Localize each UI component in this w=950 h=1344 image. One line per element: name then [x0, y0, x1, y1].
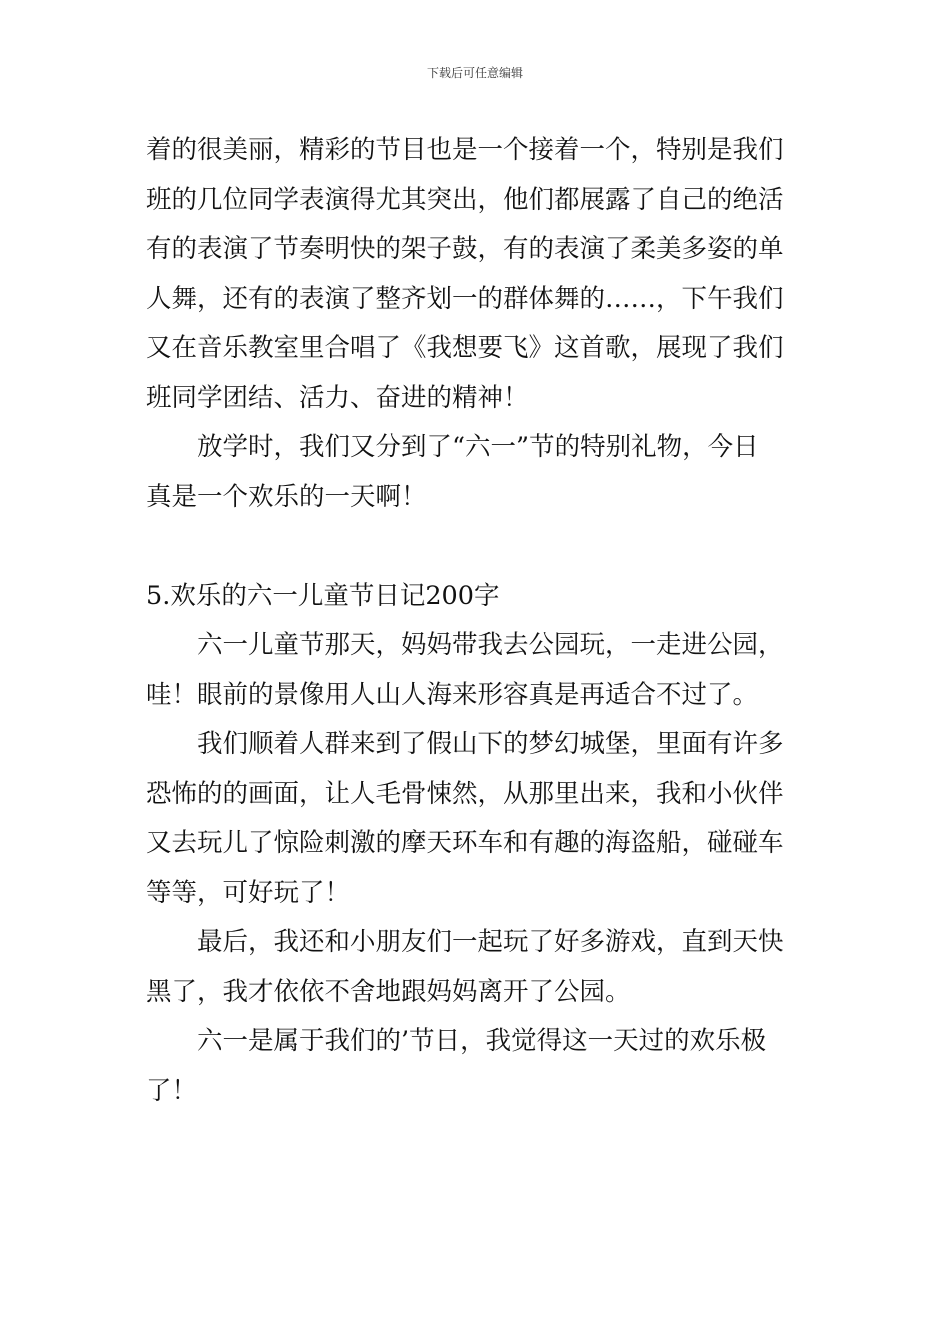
text-line: 最后，我还和小朋友们一起玩了好多游戏，直到天快	[146, 927, 784, 957]
text-line: 又去玩儿了惊险刺激的摩天环车和有趣的海盗船，碰碰车	[146, 828, 784, 858]
text-line: 班的几位同学表演得尤其突出，他们都展露了自己的绝活	[146, 184, 784, 215]
page-header: 下载后可任意编辑	[426, 66, 523, 80]
text-line: 黑了，我才依依不舍地跟妈妈离开了公园。	[146, 976, 631, 1007]
text-line: 又在音乐教室里合唱了《我想要飞》这首歌，展现了我们	[146, 333, 784, 363]
text-line: 恐怖的的画面，让人毛骨悚然，从那里出来，我和小伙伴	[146, 778, 784, 809]
text-line: 人舞，还有的表演了整齐划一的群体舞的……，下午我们	[146, 283, 784, 314]
text-line: 了！	[146, 1075, 198, 1106]
text-line: 有的表演了节奏明快的架子鼓，有的表演了柔美多姿的单	[146, 234, 784, 264]
blank-line	[146, 522, 812, 572]
text-line: 哇！眼前的景像用人山人海来形容真是再适合不过了。	[146, 679, 759, 710]
text-line: 真是一个欢乐的一天啊！	[146, 481, 427, 512]
document-body	[146, 126, 812, 1116]
text-line: 我们顺着人群来到了假山下的梦幻城堡，里面有许多	[146, 729, 784, 759]
text-line: 着的很美丽，精彩的节目也是一个接着一个，特别是我们	[146, 135, 784, 165]
text-line: 班同学团结、活力、奋进的精神！	[146, 382, 529, 413]
text-line: 等等，可好玩了！	[146, 877, 351, 908]
text-line: 六一儿童节那天，妈妈带我去公园玩，一走进公园，	[146, 630, 784, 660]
text-line: 六一是属于我们的’节日，我觉得这一天过的欢乐极	[146, 1026, 767, 1056]
section-heading: 5.欢乐的六一儿童节日记200字	[146, 580, 500, 611]
text-line: 放学时，我们又分到了“六一”节的特别礼物，今日	[146, 432, 759, 462]
